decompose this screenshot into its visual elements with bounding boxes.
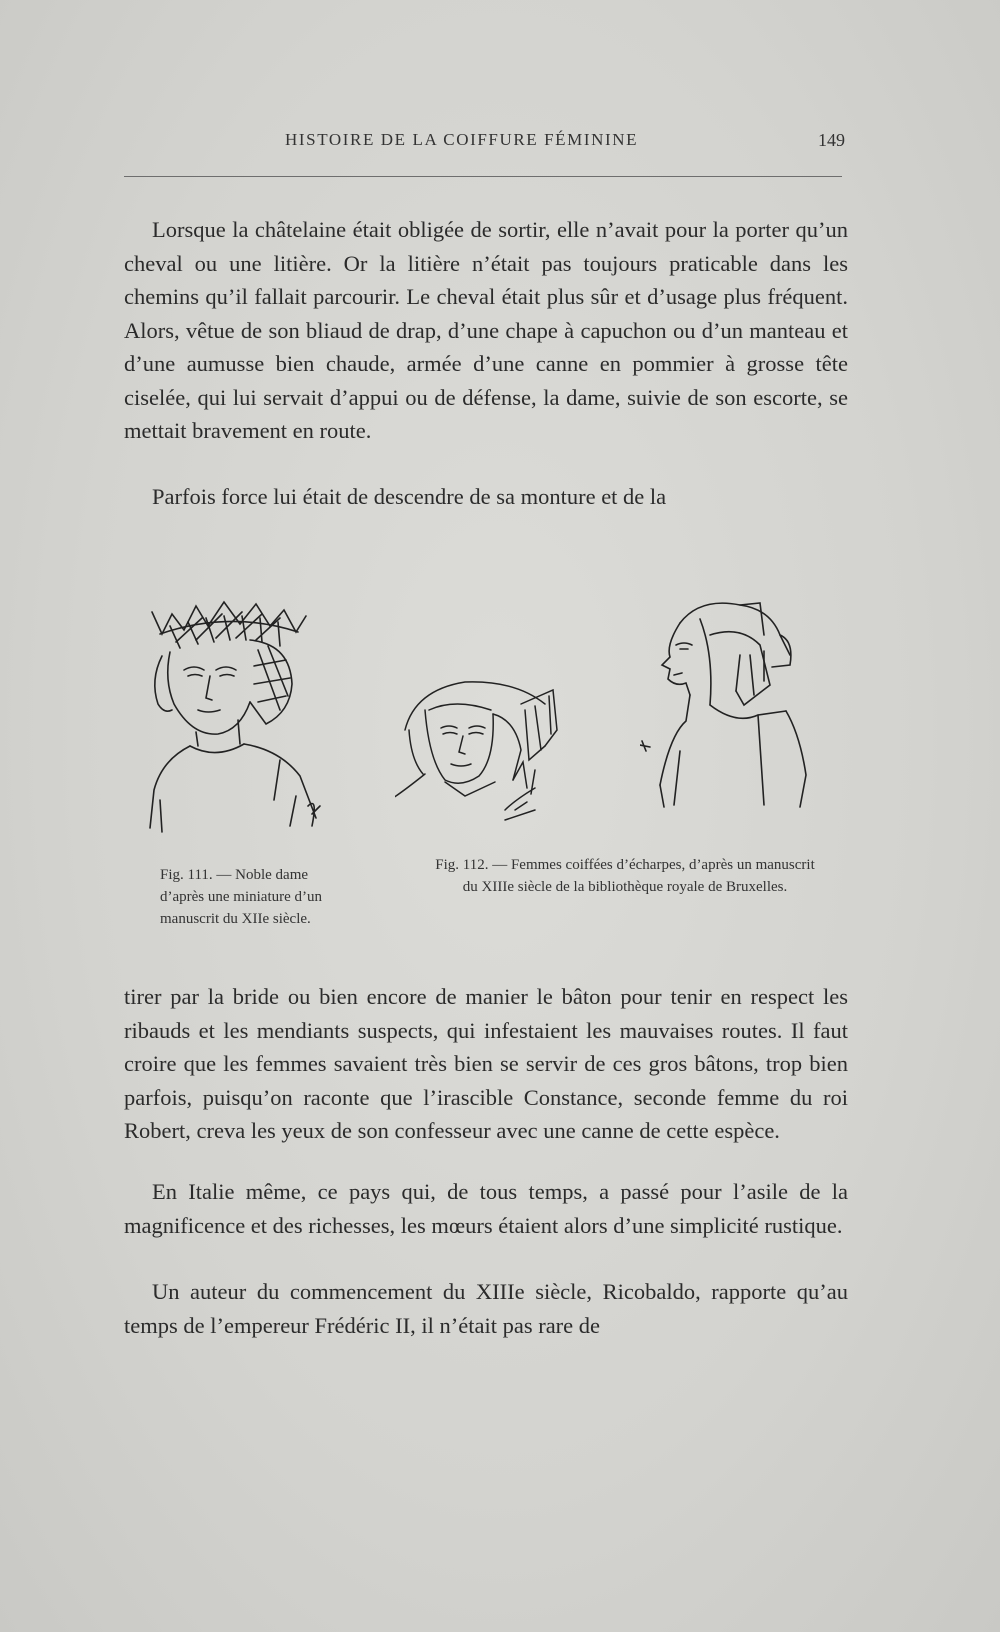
paragraph-2: Parfois force lui était de descendre de sa monture et de la	[152, 484, 667, 509]
paragraph-4: En Italie même, ce pays qui, de tous temps, a passé pour l’asile de la magnificence et des richesses, les mœurs étaient alors d’une simplicité rustique.	[124, 1179, 848, 1238]
figure-112-woman-with-scarf-illustration	[395, 670, 595, 830]
figure-112-caption-lead: Fig. 112. — Femmes coiffées d’écharpes, d’après un manuscrit	[435, 857, 815, 873]
figure-112-caption-rest: du XIIIe siècle de la bibliothèque royale de Bruxelles.	[462, 879, 788, 895]
page-number: 149	[818, 130, 845, 150]
paragraph-5: Un auteur du commencement du XIIIe siècle, Ricobaldo, rapporte qu’au temps de l’empereur Frédéric II, il n’était pas rare de	[124, 1279, 848, 1338]
paragraph-3: tirer par la bride ou bien encore de manier le bâton pour tenir en respect les ribauds et les mendiants suspects, qui infestaient les mauvaises routes. Il faut croire que les femmes savaient très bien se servir de ces gros bâtons, trop bien parfois, puisqu’on raconte que l’irascible Constance, seconde femme du roi Robert, creva les yeux de son confesseur avec une canne de cette espèce.	[124, 984, 848, 1143]
figure-111-caption-rest: d’après une miniature d’un manuscrit du XIIe siècle.	[160, 889, 323, 927]
page-header	[125, 128, 845, 162]
header-rule	[124, 176, 842, 177]
running-title: HISTOIRE DE LA COIFFURE FÉMININE	[285, 130, 639, 149]
figure-111-noble-lady-illustration	[140, 600, 340, 840]
figure-112-caption	[390, 854, 860, 898]
figure-111-caption	[160, 864, 350, 930]
figure-112-profile-woman-illustration	[640, 595, 830, 815]
paragraph-1: Lorsque la châtelaine était obligée de sortir, elle n’avait pour la porter qu’un cheval ou une litière. Or la litière n’était pas toujours praticable dans les chemins qu’il fallait parcourir. Le cheval était plus sûr et d’usage plus fréquent. Alors, vêtue de son bliaud de drap, d’une chape à capuchon ou d’un manteau et d’une aumusse bien chaude, armée d’une canne en pommier à grosse tête ciselée, qui lui servait d’appui ou de défense, la dame, suivie de son escorte, se mettait bravement en route.	[124, 217, 848, 443]
figure-111-caption-lead: Fig. 111. — Noble dame	[160, 867, 309, 883]
